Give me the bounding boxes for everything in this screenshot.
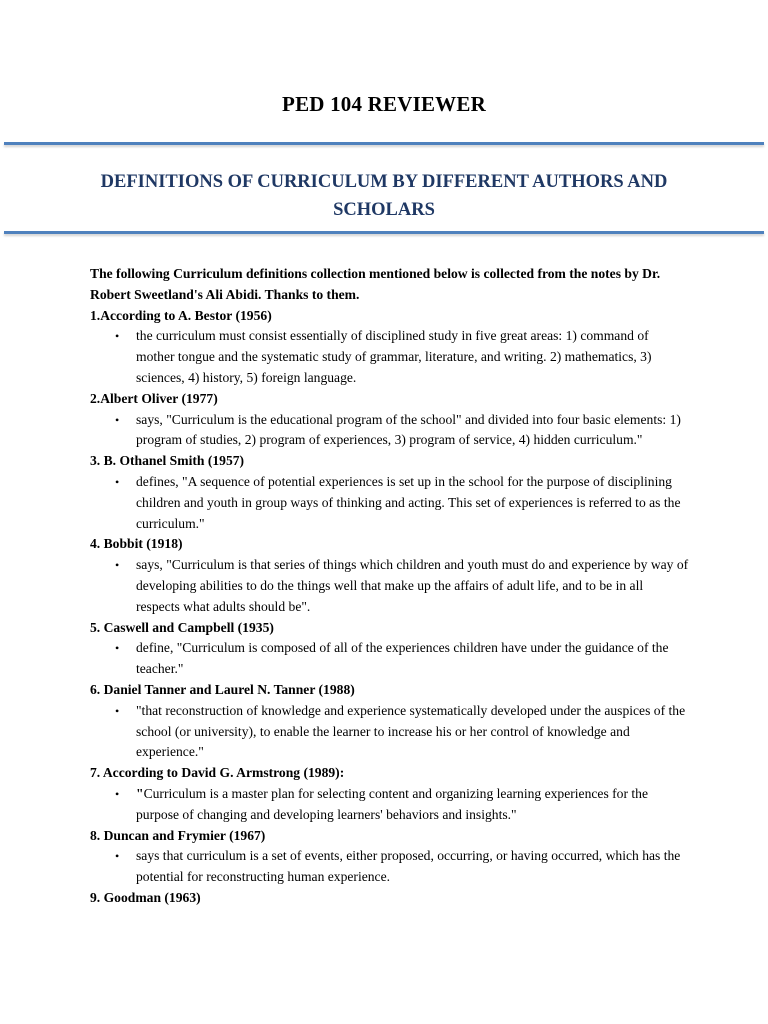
bottom-divider	[4, 231, 764, 234]
entry-list	[90, 555, 690, 617]
document-body	[90, 264, 690, 909]
entry-list	[90, 846, 690, 888]
entry-text: Curriculum is a master plan for selecting content and organizing learning experiences for the purpose of changing and developing learners' behaviors and insights."	[136, 785, 648, 822]
bullet-icon: •	[115, 786, 120, 801]
bullet-icon: •	[115, 412, 120, 427]
entry-heading: 3. B. Othanel Smith (1957)	[90, 453, 245, 469]
list-item	[90, 410, 690, 452]
bullet-icon: •	[115, 474, 120, 489]
bullet-icon: •	[115, 329, 120, 344]
list-item	[90, 555, 690, 617]
bullet-icon: •	[115, 703, 120, 718]
list-item	[90, 846, 690, 888]
entry-list	[90, 638, 690, 680]
top-divider	[4, 142, 764, 145]
entry-heading: 1.According to A. Bestor (1956)	[90, 307, 272, 323]
entry-heading: 7. According to David G. Armstrong (1989):	[90, 765, 345, 781]
list-item	[90, 701, 690, 763]
entry-heading: 9. Goodman (1963)	[90, 889, 201, 905]
entry-text: says, "Curriculum is the educational program of the school" and divided into four basic elements: 1) program of studies, 2) program of experiences, 3) program of service, 4) hidden curriculum."	[136, 411, 681, 448]
entry-text: says that curriculum is a set of events, either proposed, occurring, or having occurred, which has the potential for reconstructing human experience.	[136, 848, 681, 885]
entry-heading: 6. Daniel Tanner and Laurel N. Tanner (1988)	[90, 681, 355, 697]
list-item	[90, 784, 690, 826]
entry-text: defines, "A sequence of potential experiences is set up in the school for the purpose of disciplining children and youth in group ways of thinking and acting. This set of experiences is referred to as the curriculum."	[136, 473, 681, 531]
list-item	[90, 638, 690, 680]
page-title: PED 104 REVIEWER	[282, 92, 486, 116]
list-item	[90, 472, 690, 534]
bullet-icon: •	[115, 558, 120, 573]
entry-heading: 5. Caswell and Campbell (1935)	[90, 619, 274, 635]
entry-text: says, "Curriculum is that series of things which children and youth must do and experience by way of developing abilities to do the things well that make up the affairs of adult life, and to be in all respects what adults should be".	[136, 557, 689, 614]
entry-list	[90, 326, 690, 388]
entry-text: define, "Curriculum is composed of all of the experiences children have under the guidance of the teacher."	[136, 640, 669, 677]
entry-heading: 8. Duncan and Frymier (1967)	[90, 827, 266, 843]
list-item	[90, 326, 690, 388]
subtitle: DEFINITIONS OF CURRICULUM BY DIFFERENT AUTHORS AND SCHOLARS	[100, 172, 668, 220]
entry-list	[90, 784, 690, 826]
entry-list	[90, 701, 690, 763]
entry-text: the curriculum must consist essentially of disciplined study in five great areas: 1) command of mother tongue and the systematic study of grammar, literature, and writing. 2) mathematics, 3) sciences, 4) history, 5) foreign language.	[136, 328, 652, 385]
bullet-icon: •	[115, 849, 120, 864]
intro-paragraph: The following Curriculum definitions collection mentioned below is collected from the notes by Dr. Robert Sweetland's Ali Abidi. Thanks to them.	[90, 266, 661, 302]
entry-heading: 2.Albert Oliver (1977)	[90, 390, 218, 406]
entry-list	[90, 472, 690, 534]
bullet-icon: •	[115, 641, 120, 656]
entry-heading: 4. Bobbit (1918)	[90, 536, 183, 552]
entry-quote-mark: "	[136, 785, 144, 801]
entry-list	[90, 410, 690, 452]
entry-text: "that reconstruction of knowledge and experience systematically developed under the auspices of the school (or university), to enable the learner to increase his or her control of knowledge and experience."	[136, 702, 686, 760]
